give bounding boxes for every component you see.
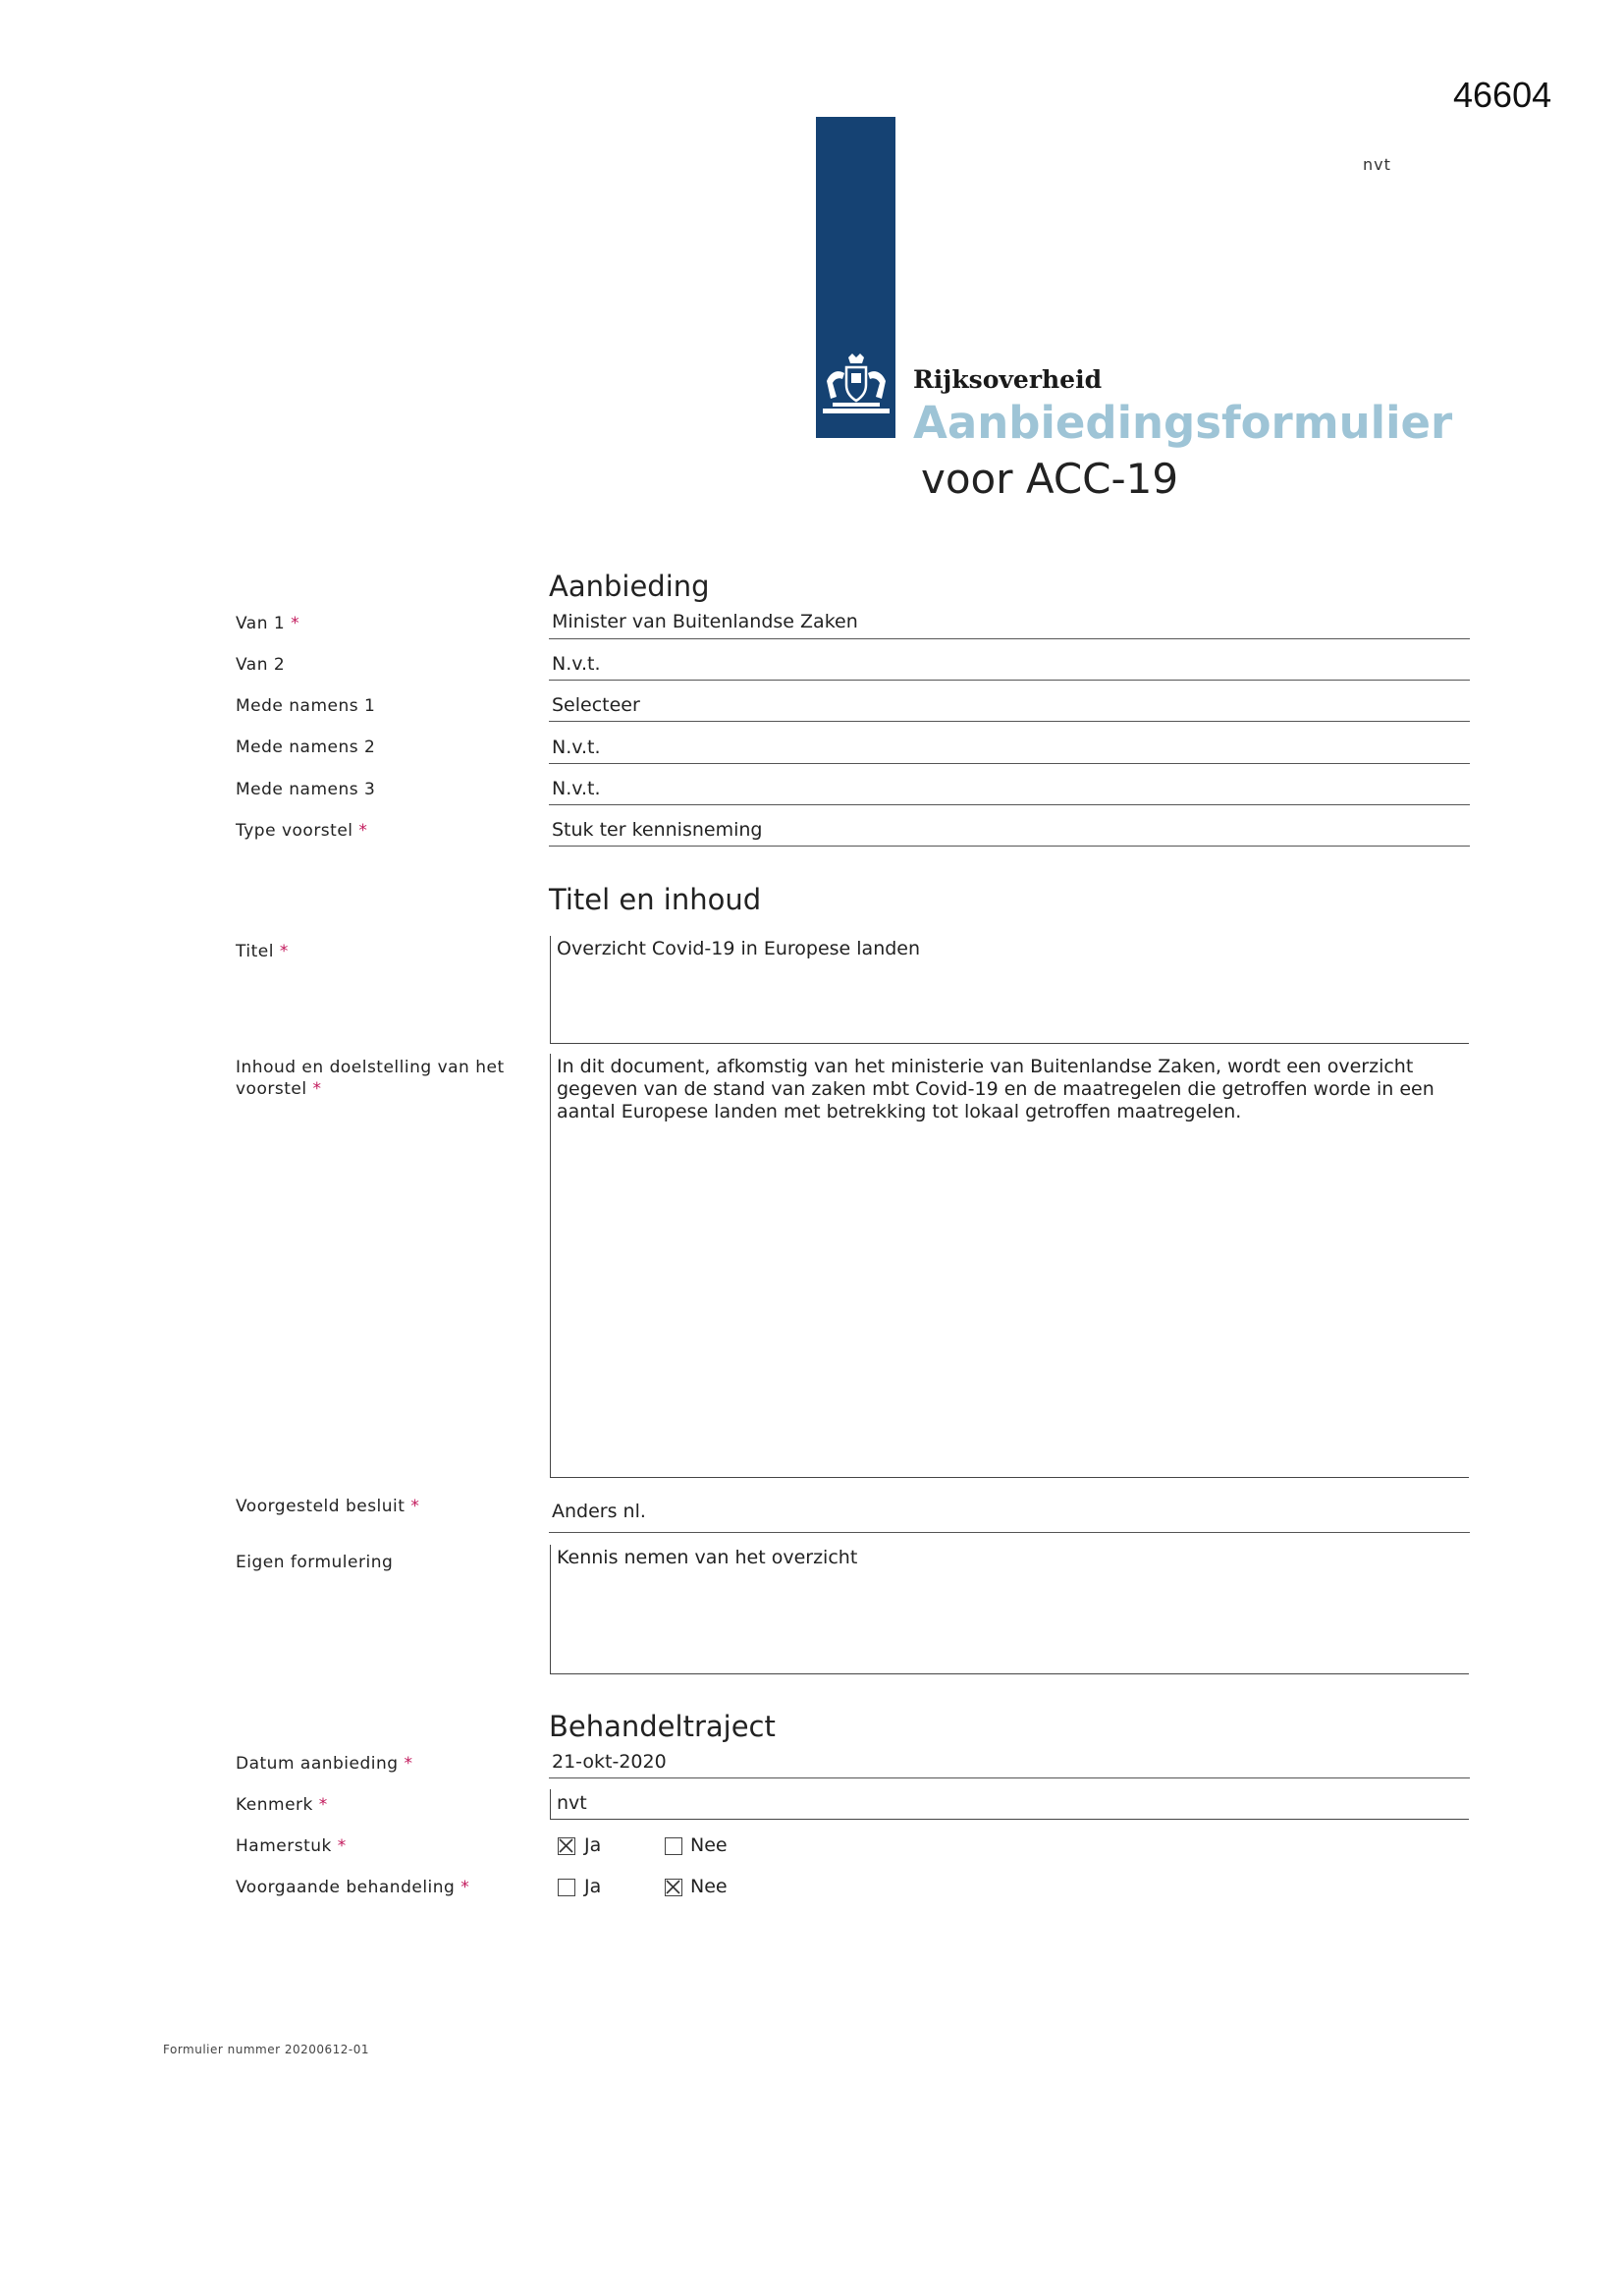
- mede1-underline: [549, 721, 1470, 722]
- hamerstuk-nee-checkbox[interactable]: [665, 1837, 682, 1855]
- titel-label: Titel *: [236, 942, 289, 961]
- besluit-label: Voorgesteld besluit *: [236, 1497, 420, 1516]
- eigen-textarea[interactable]: Kennis nemen van het overzicht: [550, 1545, 1469, 1674]
- coat-of-arms-icon: [819, 352, 893, 422]
- mede2-label: Mede namens 2: [236, 738, 376, 757]
- datum-label: Datum aanbieding *: [236, 1754, 413, 1774]
- voorgaande-nee-label: Nee: [690, 1876, 728, 1897]
- hamerstuk-ja-label: Ja: [584, 1834, 602, 1856]
- van1-value[interactable]: Minister van Buitenlandse Zaken: [552, 611, 858, 632]
- top-nvt-label: nvt: [1363, 155, 1391, 174]
- mede3-underline: [549, 804, 1470, 805]
- hamerstuk-ja-checkbox[interactable]: [558, 1837, 575, 1855]
- mede1-value[interactable]: Selecteer: [552, 694, 640, 716]
- section-heading-behandeltraject: Behandeltraject: [549, 1710, 776, 1743]
- kenmerk-input[interactable]: nvt: [550, 1789, 1469, 1820]
- type-value[interactable]: Stuk ter kennisneming: [552, 819, 763, 841]
- inhoud-textarea[interactable]: In dit document, afkomstig van het ministerie van Buitenlandse Zaken, wordt een overzicht gegeven van de stand van zaken mbt Covid-19 en de maatregelen die getroffen worde in een aantal Europese landen met betrekking tot lokaal getroffen maatregelen.: [550, 1054, 1469, 1478]
- section-heading-titel-inhoud: Titel en inhoud: [549, 883, 762, 916]
- mede1-label: Mede namens 1: [236, 696, 376, 716]
- hamerstuk-label: Hamerstuk *: [236, 1836, 347, 1856]
- besluit-value[interactable]: Anders nl.: [552, 1501, 646, 1522]
- mede3-value[interactable]: N.v.t.: [552, 778, 601, 799]
- type-underline: [549, 846, 1470, 847]
- eigen-label: Eigen formulering: [236, 1553, 394, 1572]
- besluit-underline: [549, 1532, 1470, 1533]
- datum-value[interactable]: 21-okt-2020: [552, 1751, 667, 1773]
- mede3-label: Mede namens 3: [236, 780, 376, 799]
- section-heading-aanbieding: Aanbieding: [549, 570, 710, 603]
- datum-underline: [549, 1777, 1470, 1778]
- van2-label: Van 2: [236, 655, 286, 675]
- form-subtitle: voor ACC-19: [921, 455, 1179, 503]
- voorgaande-nee-checkbox[interactable]: [665, 1879, 682, 1896]
- type-label: Type voorstel *: [236, 821, 368, 841]
- voorgaande-ja-label: Ja: [584, 1876, 602, 1897]
- form-title: Aanbiedingsformulier: [913, 397, 1453, 449]
- titel-textarea[interactable]: Overzicht Covid-19 in Europese landen: [550, 936, 1469, 1044]
- hamerstuk-nee-label: Nee: [690, 1834, 728, 1856]
- document-number: 46604: [1453, 75, 1552, 115]
- kenmerk-label: Kenmerk *: [236, 1795, 328, 1815]
- mede2-underline: [549, 763, 1470, 764]
- van2-underline: [549, 680, 1470, 681]
- inhoud-label: Inhoud en doelstelling van het voorstel *: [236, 1058, 505, 1099]
- van1-label: Van 1 *: [236, 614, 300, 633]
- van1-underline: [549, 638, 1470, 639]
- organization-name: Rijksoverheid: [913, 365, 1103, 394]
- van2-value[interactable]: N.v.t.: [552, 653, 601, 675]
- voorgaande-label: Voorgaande behandeling *: [236, 1878, 470, 1897]
- mede2-value[interactable]: N.v.t.: [552, 737, 601, 758]
- form-number-footer: Formulier nummer 20200612-01: [163, 2043, 370, 2056]
- voorgaande-ja-checkbox[interactable]: [558, 1879, 575, 1896]
